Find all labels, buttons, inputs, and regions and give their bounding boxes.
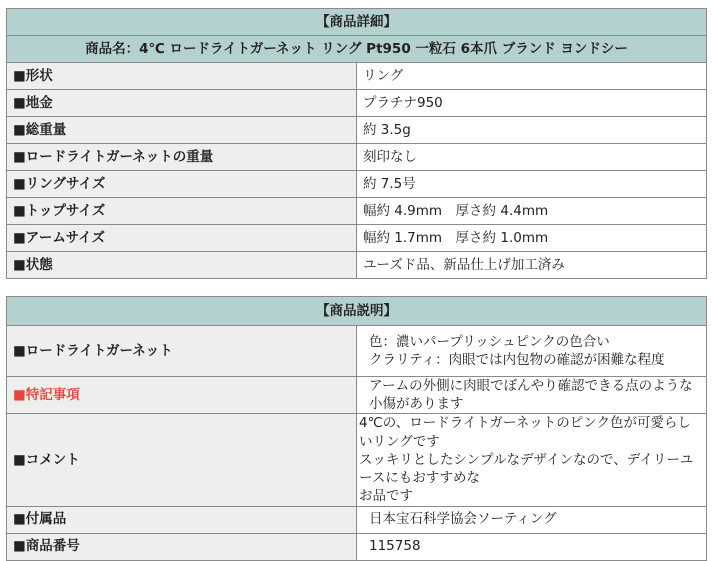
detail-row: [7, 144, 707, 171]
detail-row: [7, 198, 707, 225]
stone-clarity-line: クラリティ：肉眼では内包物の確認が困難な程度: [369, 352, 665, 368]
top-size-label: ■トップサイズ: [7, 198, 357, 225]
condition-label: ■状態: [7, 252, 357, 279]
ring-size-value: 約 7.5号: [357, 171, 707, 198]
arm-size-value: 幅約 1.7mm 厚さ約 1.0mm: [357, 225, 707, 252]
comment-line: お品です: [359, 488, 413, 505]
stone-label: ■ロードライトガーネット: [7, 326, 357, 377]
shape-value: リング: [357, 63, 707, 90]
detail-row: [7, 63, 707, 90]
notes-label: ■特記事項: [7, 377, 357, 414]
item-number-value: 115758: [357, 533, 707, 560]
comment-text: [357, 414, 707, 506]
detail-row: [7, 225, 707, 252]
detail-row: [7, 171, 707, 198]
metal-label: ■地金: [7, 90, 357, 117]
product-name: 商品名：4℃ ロードライトガーネット リング Pt950 一粒石 6本爪 ブランド ヨンドシー: [7, 36, 707, 63]
stone-color-line: 色：濃いパープリッシュピンクの色合い: [369, 333, 610, 350]
stone-info: [357, 326, 707, 377]
accessories-label: ■付属品: [7, 506, 357, 533]
detail-row: [7, 252, 707, 279]
product-description-table: [6, 296, 707, 561]
item-number-label: ■商品番号: [7, 533, 357, 560]
stone-weight-label: ■ロードライトガーネットの重量: [7, 144, 357, 171]
detail-row: [7, 117, 707, 144]
stone-weight-value: 刻印なし: [357, 144, 707, 171]
top-size-value: 幅約 4.9mm 厚さ約 4.4mm: [357, 198, 707, 225]
detail-row: [7, 90, 707, 117]
condition-value: ユーズド品、新品仕上げ加工済み: [357, 252, 707, 279]
comment-line: スッキリとしたシンプルなデザインなので、デイリーユースにもおすすめな: [359, 451, 694, 487]
accessories-value: 日本宝石科学協会ソーティング: [357, 506, 707, 533]
total-weight-value: 約 3.5g: [357, 117, 707, 144]
comment-label: ■コメント: [7, 414, 357, 506]
description-heading: 【商品説明】: [7, 297, 707, 326]
arm-size-label: ■アームサイズ: [7, 225, 357, 252]
ring-size-label: ■リングサイズ: [7, 171, 357, 198]
metal-value: プラチナ950: [357, 90, 707, 117]
product-details-table: [6, 8, 707, 279]
total-weight-label: ■総重量: [7, 117, 357, 144]
notes-value: アームの外側に肉眼でぼんやり確認できる点のような小傷があります: [357, 377, 707, 414]
shape-label: ■形状: [7, 63, 357, 90]
details-heading: 【商品詳細】: [7, 9, 707, 36]
comment-line: 4℃の、ロードライトガーネットのピンク色が可愛らしいリングです: [359, 415, 691, 450]
